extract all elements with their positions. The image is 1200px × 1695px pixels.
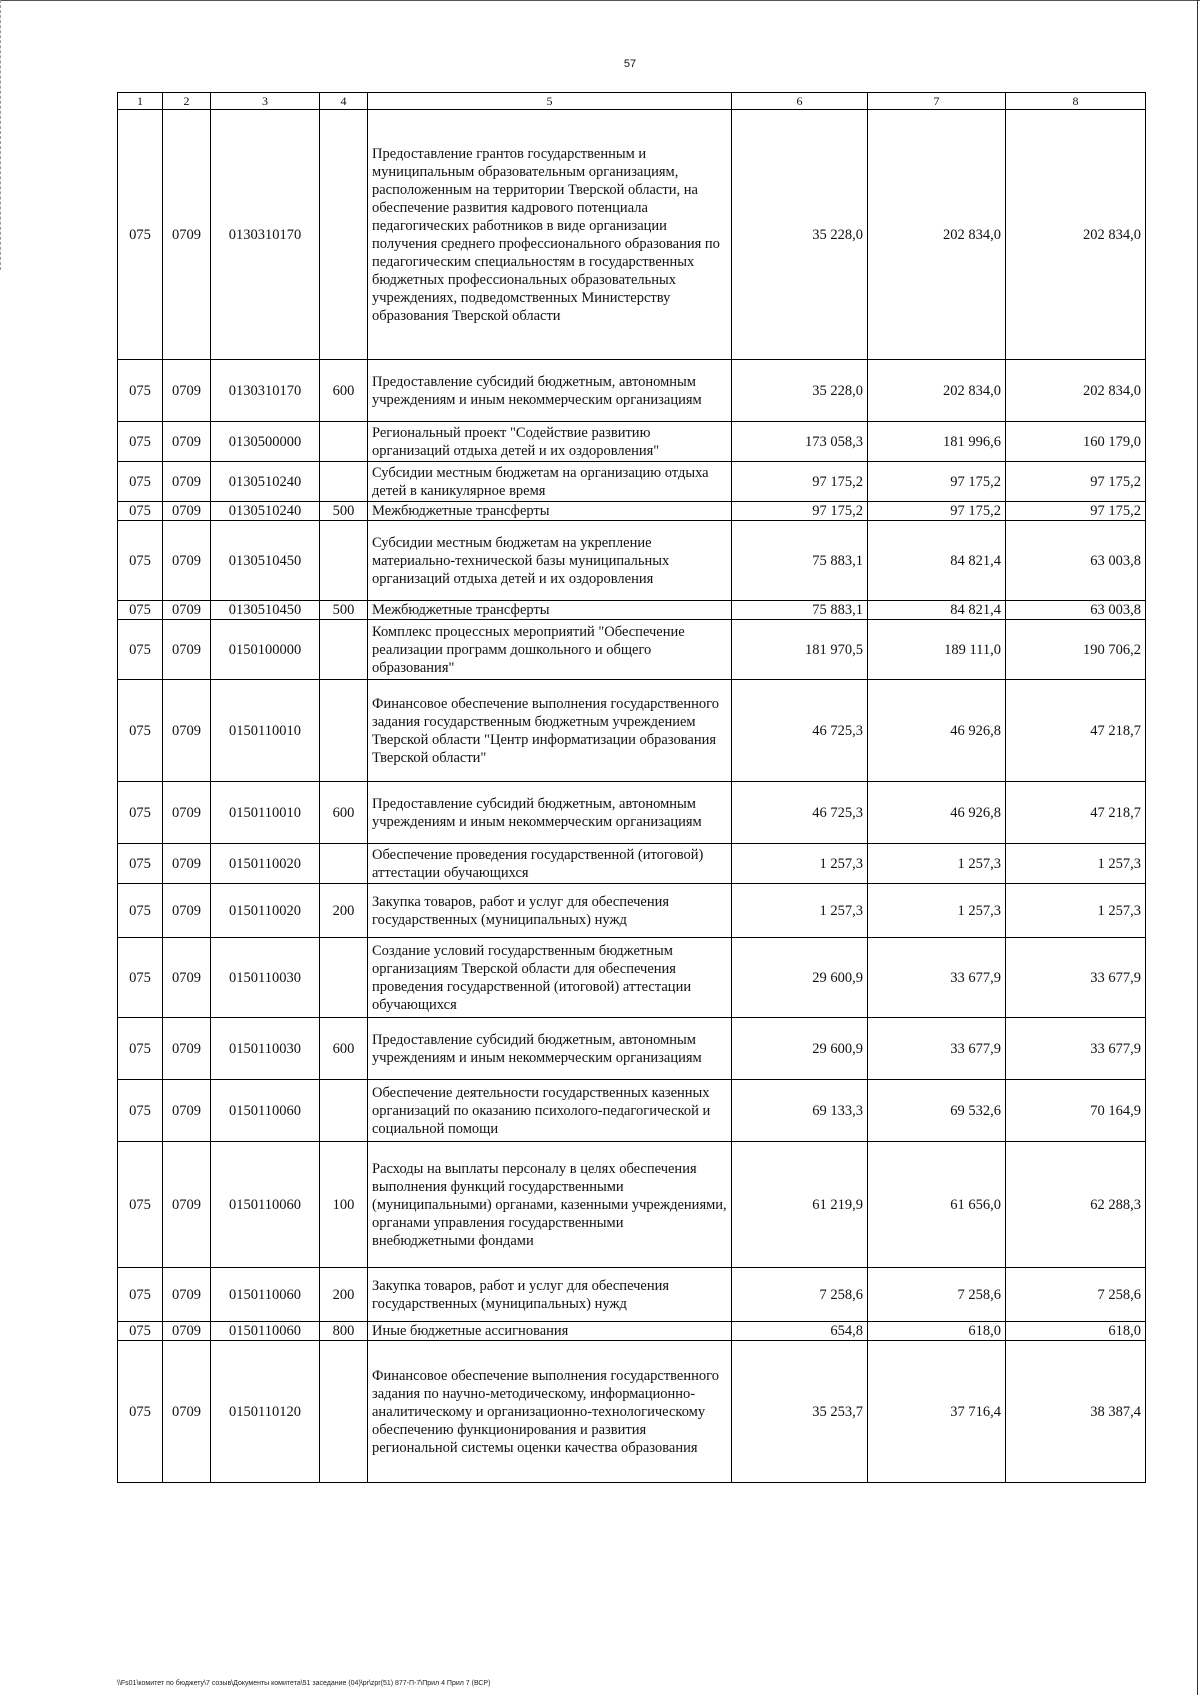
section-code-cell: 0709	[163, 1322, 211, 1341]
target-article-code-cell: 0150110010	[211, 782, 320, 844]
expense-type-code-cell	[320, 1341, 368, 1483]
ministry-code-cell: 075	[118, 884, 163, 938]
amount-2026-cell: 618,0	[1006, 1322, 1146, 1341]
table-row	[118, 1142, 1146, 1268]
ministry-code-cell: 075	[118, 1080, 163, 1142]
table-row	[118, 884, 1146, 938]
expense-type-code-cell: 200	[320, 884, 368, 938]
item-name-cell: Закупка товаров, работ и услуг для обеспечения государственных (муниципальных) нужд	[368, 884, 732, 938]
amount-2025-cell: 7 258,6	[868, 1268, 1006, 1322]
section-code-cell: 0709	[163, 422, 211, 462]
expense-type-code-cell	[320, 462, 368, 502]
section-code-cell: 0709	[163, 521, 211, 601]
ministry-code-cell: 075	[118, 620, 163, 680]
item-name-cell: Предоставление субсидий бюджетным, автономным учреждениям и иным некоммерческим организациям	[368, 782, 732, 844]
amount-2025-cell: 33 677,9	[868, 1018, 1006, 1080]
expense-type-code-cell: 800	[320, 1322, 368, 1341]
target-article-code-cell: 0150110060	[211, 1268, 320, 1322]
item-name-cell: Предоставление субсидий бюджетным, автономным учреждениям и иным некоммерческим организациям	[368, 360, 732, 422]
expense-type-code-cell: 200	[320, 1268, 368, 1322]
target-article-code-cell: 0150110010	[211, 680, 320, 782]
target-article-code-cell: 0150110020	[211, 844, 320, 884]
section-code-cell: 0709	[163, 1018, 211, 1080]
expense-type-code-cell	[320, 1080, 368, 1142]
section-code-cell: 0709	[163, 1268, 211, 1322]
section-code-cell: 0709	[163, 938, 211, 1018]
ministry-code-cell: 075	[118, 360, 163, 422]
item-name-cell: Финансовое обеспечение выполнения государственного задания по научно-методическому, информационно-аналитическому и организационно-технологическому обеспечению функционирования и развития региональной системы оценки качества образования	[368, 1341, 732, 1483]
ministry-code-cell: 075	[118, 1322, 163, 1341]
table-row	[118, 680, 1146, 782]
section-code-cell: 0709	[163, 110, 211, 360]
target-article-code-cell: 0130510240	[211, 502, 320, 521]
section-code-cell: 0709	[163, 360, 211, 422]
amount-2025-cell: 61 656,0	[868, 1142, 1006, 1268]
amount-2025-cell: 37 716,4	[868, 1341, 1006, 1483]
target-article-code-cell: 0130510450	[211, 521, 320, 601]
ministry-code-cell: 075	[118, 462, 163, 502]
ministry-code-cell: 075	[118, 844, 163, 884]
scan-left-edge	[0, 0, 3, 270]
amount-2026-cell: 190 706,2	[1006, 620, 1146, 680]
amount-2025-cell: 189 111,0	[868, 620, 1006, 680]
target-article-code-cell: 0130510450	[211, 601, 320, 620]
ministry-code-cell: 075	[118, 680, 163, 782]
amount-2024-cell: 654,8	[732, 1322, 868, 1341]
column-header: 2	[163, 93, 211, 110]
amount-2025-cell: 618,0	[868, 1322, 1006, 1341]
item-name-cell: Межбюджетные трансферты	[368, 502, 732, 521]
ministry-code-cell: 075	[118, 110, 163, 360]
amount-2024-cell: 173 058,3	[732, 422, 868, 462]
expense-type-code-cell: 600	[320, 1018, 368, 1080]
table-body	[118, 110, 1146, 1483]
amount-2025-cell: 46 926,8	[868, 680, 1006, 782]
amount-2026-cell: 62 288,3	[1006, 1142, 1146, 1268]
table-row	[118, 1341, 1146, 1483]
amount-2026-cell: 38 387,4	[1006, 1341, 1146, 1483]
amount-2025-cell: 46 926,8	[868, 782, 1006, 844]
amount-2026-cell: 47 218,7	[1006, 680, 1146, 782]
page-number: 57	[623, 58, 637, 70]
target-article-code-cell: 0150110060	[211, 1142, 320, 1268]
amount-2024-cell: 7 258,6	[732, 1268, 868, 1322]
target-article-code-cell: 0150110030	[211, 938, 320, 1018]
amount-2024-cell: 1 257,3	[732, 844, 868, 884]
column-header: 3	[211, 93, 320, 110]
section-code-cell: 0709	[163, 462, 211, 502]
expense-type-code-cell: 600	[320, 360, 368, 422]
expense-type-code-cell: 100	[320, 1142, 368, 1268]
item-name-cell: Закупка товаров, работ и услуг для обеспечения государственных (муниципальных) нужд	[368, 1268, 732, 1322]
expense-type-code-cell: 500	[320, 502, 368, 521]
item-name-cell: Региональный проект "Содействие развитию организаций отдыха детей и их оздоровления"	[368, 422, 732, 462]
table-row	[118, 462, 1146, 502]
ministry-code-cell: 075	[118, 1341, 163, 1483]
table-row	[118, 502, 1146, 521]
amount-2024-cell: 181 970,5	[732, 620, 868, 680]
scan-top-edge	[0, 0, 1200, 3]
amount-2026-cell: 97 175,2	[1006, 502, 1146, 521]
column-header: 4	[320, 93, 368, 110]
target-article-code-cell: 0130310170	[211, 360, 320, 422]
amount-2025-cell: 84 821,4	[868, 601, 1006, 620]
target-article-code-cell: 0130310170	[211, 110, 320, 360]
section-code-cell: 0709	[163, 601, 211, 620]
section-code-cell: 0709	[163, 1341, 211, 1483]
item-name-cell: Комплекс процессных мероприятий "Обеспечение реализации программ дошкольного и общего образования"	[368, 620, 732, 680]
amount-2024-cell: 1 257,3	[732, 884, 868, 938]
amount-2026-cell: 33 677,9	[1006, 1018, 1146, 1080]
table-row	[118, 422, 1146, 462]
amount-2025-cell: 84 821,4	[868, 521, 1006, 601]
amount-2025-cell: 202 834,0	[868, 360, 1006, 422]
ministry-code-cell: 075	[118, 502, 163, 521]
target-article-code-cell: 0150100000	[211, 620, 320, 680]
section-code-cell: 0709	[163, 620, 211, 680]
ministry-code-cell: 075	[118, 1018, 163, 1080]
amount-2025-cell: 181 996,6	[868, 422, 1006, 462]
section-code-cell: 0709	[163, 884, 211, 938]
target-article-code-cell: 0150110020	[211, 884, 320, 938]
section-code-cell: 0709	[163, 1142, 211, 1268]
amount-2025-cell: 202 834,0	[868, 110, 1006, 360]
expense-type-code-cell	[320, 422, 368, 462]
amount-2025-cell: 97 175,2	[868, 462, 1006, 502]
ministry-code-cell: 075	[118, 1142, 163, 1268]
table-row	[118, 1080, 1146, 1142]
column-header: 8	[1006, 93, 1146, 110]
amount-2025-cell: 33 677,9	[868, 938, 1006, 1018]
item-name-cell: Иные бюджетные ассигнования	[368, 1322, 732, 1341]
amount-2024-cell: 29 600,9	[732, 1018, 868, 1080]
item-name-cell: Предоставление субсидий бюджетным, автономным учреждениям и иным некоммерческим организациям	[368, 1018, 732, 1080]
target-article-code-cell: 0130500000	[211, 422, 320, 462]
table-row	[118, 844, 1146, 884]
item-name-cell: Предоставление грантов государственным и муниципальным образовательным организациям, расположенным на территории Тверской области, на обеспечение развития кадрового потенциала педагогических работников в виде организации получения среднего профессионального образования по педагогическим специальностям в государственных бюджетных профессиональных образовательных учреждениях, подведомственных Министерству образования Тверской области	[368, 110, 732, 360]
amount-2026-cell: 70 164,9	[1006, 1080, 1146, 1142]
amount-2024-cell: 61 219,9	[732, 1142, 868, 1268]
amount-2025-cell: 1 257,3	[868, 844, 1006, 884]
amount-2024-cell: 35 253,7	[732, 1341, 868, 1483]
expense-type-code-cell	[320, 521, 368, 601]
item-name-cell: Межбюджетные трансферты	[368, 601, 732, 620]
item-name-cell: Финансовое обеспечение выполнения государственного задания государственным бюджетным учреждением Тверской области "Центр информатизации образования Тверской области"	[368, 680, 732, 782]
section-code-cell: 0709	[163, 680, 211, 782]
table-row	[118, 360, 1146, 422]
expense-type-code-cell	[320, 844, 368, 884]
table-row	[118, 1322, 1146, 1341]
column-header: 6	[732, 93, 868, 110]
budget-table	[117, 92, 1146, 1483]
expense-type-code-cell	[320, 680, 368, 782]
amount-2026-cell: 202 834,0	[1006, 360, 1146, 422]
amount-2026-cell: 1 257,3	[1006, 884, 1146, 938]
expense-type-code-cell	[320, 110, 368, 360]
table-row	[118, 938, 1146, 1018]
scan-right-edge	[1195, 0, 1198, 1695]
amount-2026-cell: 47 218,7	[1006, 782, 1146, 844]
target-article-code-cell: 0150110030	[211, 1018, 320, 1080]
item-name-cell: Субсидии местным бюджетам на укрепление материально-технической базы муниципальных организаций отдыха детей и их оздоровления	[368, 521, 732, 601]
amount-2024-cell: 46 725,3	[732, 782, 868, 844]
amount-2024-cell: 97 175,2	[732, 462, 868, 502]
amount-2026-cell: 1 257,3	[1006, 844, 1146, 884]
target-article-code-cell: 0150110060	[211, 1080, 320, 1142]
amount-2024-cell: 35 228,0	[732, 110, 868, 360]
amount-2024-cell: 35 228,0	[732, 360, 868, 422]
item-name-cell: Расходы на выплаты персоналу в целях обеспечения выполнения функций государственными (муниципальными) органами, казенными учреждениями, органами управления государственными внебюджетными фондами	[368, 1142, 732, 1268]
table-row	[118, 521, 1146, 601]
expense-type-code-cell	[320, 620, 368, 680]
amount-2026-cell: 63 003,8	[1006, 601, 1146, 620]
table-row	[118, 1018, 1146, 1080]
footer-file-path: \\Fs01\комитет по бюджету\7 созыв\Документы комитета\51 заседание (04)\pr\zpr(51) 877-П-7\Прил 4 Прил 7 (ВСР)	[117, 1680, 491, 1687]
amount-2026-cell: 33 677,9	[1006, 938, 1146, 1018]
expense-type-code-cell	[320, 938, 368, 1018]
section-code-cell: 0709	[163, 844, 211, 884]
amount-2024-cell: 69 133,3	[732, 1080, 868, 1142]
item-name-cell: Создание условий государственным бюджетным организациям Тверской области для обеспечения проведения государственной (итоговой) аттестации обучающихся	[368, 938, 732, 1018]
ministry-code-cell: 075	[118, 422, 163, 462]
amount-2026-cell: 7 258,6	[1006, 1268, 1146, 1322]
section-code-cell: 0709	[163, 502, 211, 521]
column-header: 7	[868, 93, 1006, 110]
expense-type-code-cell: 600	[320, 782, 368, 844]
table-row	[118, 782, 1146, 844]
item-name-cell: Обеспечение деятельности государственных казенных организаций по оказанию психолого-педагогической и социальной помощи	[368, 1080, 732, 1142]
amount-2024-cell: 75 883,1	[732, 601, 868, 620]
ministry-code-cell: 075	[118, 1268, 163, 1322]
table-row	[118, 1268, 1146, 1322]
section-code-cell: 0709	[163, 782, 211, 844]
table-row	[118, 620, 1146, 680]
column-header: 1	[118, 93, 163, 110]
amount-2026-cell: 160 179,0	[1006, 422, 1146, 462]
column-header: 5	[368, 93, 732, 110]
amount-2025-cell: 1 257,3	[868, 884, 1006, 938]
ministry-code-cell: 075	[118, 782, 163, 844]
item-name-cell: Субсидии местным бюджетам на организацию отдыха детей в каникулярное время	[368, 462, 732, 502]
target-article-code-cell: 0150110060	[211, 1322, 320, 1341]
amount-2024-cell: 46 725,3	[732, 680, 868, 782]
ministry-code-cell: 075	[118, 521, 163, 601]
expense-type-code-cell: 500	[320, 601, 368, 620]
item-name-cell: Обеспечение проведения государственной (итоговой) аттестации обучающихся	[368, 844, 732, 884]
amount-2025-cell: 69 532,6	[868, 1080, 1006, 1142]
amount-2026-cell: 97 175,2	[1006, 462, 1146, 502]
section-code-cell: 0709	[163, 1080, 211, 1142]
table-header-row	[118, 93, 1146, 110]
amount-2024-cell: 75 883,1	[732, 521, 868, 601]
amount-2024-cell: 97 175,2	[732, 502, 868, 521]
amount-2025-cell: 97 175,2	[868, 502, 1006, 521]
amount-2026-cell: 202 834,0	[1006, 110, 1146, 360]
target-article-code-cell: 0150110120	[211, 1341, 320, 1483]
ministry-code-cell: 075	[118, 938, 163, 1018]
table-row	[118, 601, 1146, 620]
target-article-code-cell: 0130510240	[211, 462, 320, 502]
amount-2024-cell: 29 600,9	[732, 938, 868, 1018]
ministry-code-cell: 075	[118, 601, 163, 620]
amount-2026-cell: 63 003,8	[1006, 521, 1146, 601]
table-row	[118, 110, 1146, 360]
